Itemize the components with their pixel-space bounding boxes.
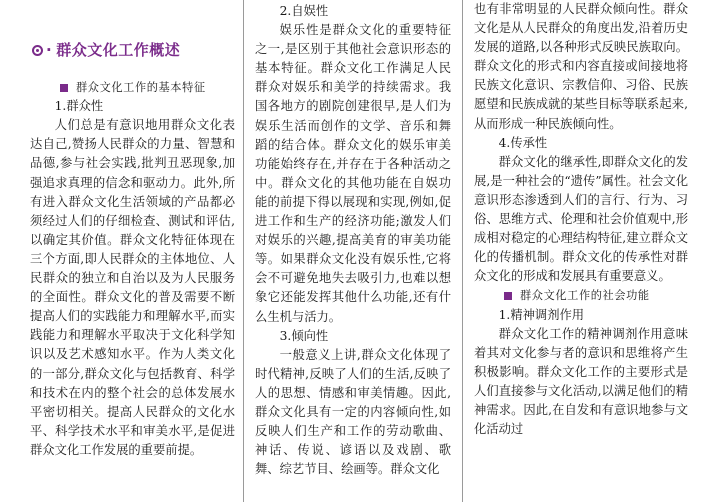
paragraph-mass: 人们总是有意识地用群众文化表达自己,赞扬人民群众的力量、智慧和品德,参与社会实践,批判丑恶现象,加强追求真理的信念和驱动力。此外,所有进入群众文化生活领域的产品都必须经过人们的仔细检查、测试和评估,以确定其价值。群众文化特征体现在三个方面,即人民群众的主体地位、人民群众的独立和自治以及为人民服务的全面性。群众文化的普及需要不断提高人们的实践能力和理解水平,而实践能力和理解水平取决于文化科学知识以及艺术感知水平。作为人类文化的一部分,群众文化与包括教育、科学和技术在内的整个社会的总体发展水平密切相关。提高人民群众的文化水平、科学技术水平和审美水平,是促进群众文化工作发展的重要前提。 (30, 118, 235, 457)
section-heading-features (30, 78, 235, 97)
subheading-inheritance: 4.传承性 (498, 135, 548, 150)
square-bullet-icon (504, 292, 512, 300)
paragraph-tendency: 一般意义上讲,群众文化体现了时代精神,反映了人们的生活,反映了人的思想、情感和审美情趣。因此,群众文化具有一定的内容倾向性,如反映人们生产和工作的劳动歌曲、神话、传说、谚语以及戏剧、歌舞、综艺节目、绘画等。群众文化 (255, 347, 451, 477)
column-divider (243, 0, 244, 502)
circle-dot-icon (32, 45, 43, 56)
column-middle (255, 2, 451, 504)
article-title-text: 群众文化工作概述 (56, 41, 181, 59)
paragraph-inheritance: 群众文化的继承性,即群众文化的发展,是一种社会的“遗传”属性。社会文化意识形态渗透到人们的言行、行为、习俗、思维方式、伦理和社会价值观中,形成相对稳定的心理结构特征,建立群众文化的传播机制。群众文化的传承性对群众文化的形成和发展具有重要意义。 (474, 154, 688, 284)
article-title: · 群众文化工作概述 (32, 41, 235, 60)
section-heading-text: 群众文化工作的社会功能 (520, 289, 650, 303)
paragraph-spiritual: 群众文化工作的精神调剂作用意味着其对文化参与者的意识和思维将产生积极影响。群众文化工作的主要形式是人们直接参与文化活动,以满足他们的精神需求。因此,在自发和有意识地参与文化活动过 (474, 326, 688, 437)
section-heading-text: 群众文化工作的基本特征 (76, 81, 206, 95)
square-bullet-icon (60, 84, 68, 92)
paragraph-entertainment: 娱乐性是群众文化的重要特征之一,是区别于其他社会意识形态的基本特征。群众文化工作满足人民群众对娱乐和美学的持续需求。我国各地方的剧院创建很早,是人们为娱乐生活而创作的文学、音乐和舞蹈的结合体。群众文化的娱乐审美功能始终存在,并存在于各种活动之中。群众文化的其他功能在自娱功能的前提下得以展现和实现,例如,促进工作和生产的经济功能;激发人们对娱乐的兴趣,提高美育的审美功能等。如果群众文化没有娱乐性,它将会不可避免地失去吸引力,也难以想象它还能发挥其他什么功能,还有什么生机与活力。 (255, 23, 451, 324)
column-divider (462, 0, 463, 502)
column-right (474, 0, 688, 502)
subheading-entertainment: 2.自娱性 (279, 4, 329, 18)
subheading-tendency: 3.倾向性 (279, 328, 329, 343)
subheading-spiritual: 1.精神调剂作用 (498, 307, 585, 322)
column-left (30, 0, 235, 502)
paragraph-tendency-continued: 也有非常明显的人民群众倾向性。群众文化是从人民群众的角度出发,沿着历史发展的道路,以各种形式反映民族取向。群众文化的形式和内容直接或间接地将民族文化意识、宗教信仰、习俗、民族愿望和民族成就的某些目标等联系起来,从而形成一种民族倾向性。 (474, 2, 688, 131)
section-heading-functions (474, 286, 688, 305)
subheading-mass: 1.群众性 (54, 99, 104, 114)
